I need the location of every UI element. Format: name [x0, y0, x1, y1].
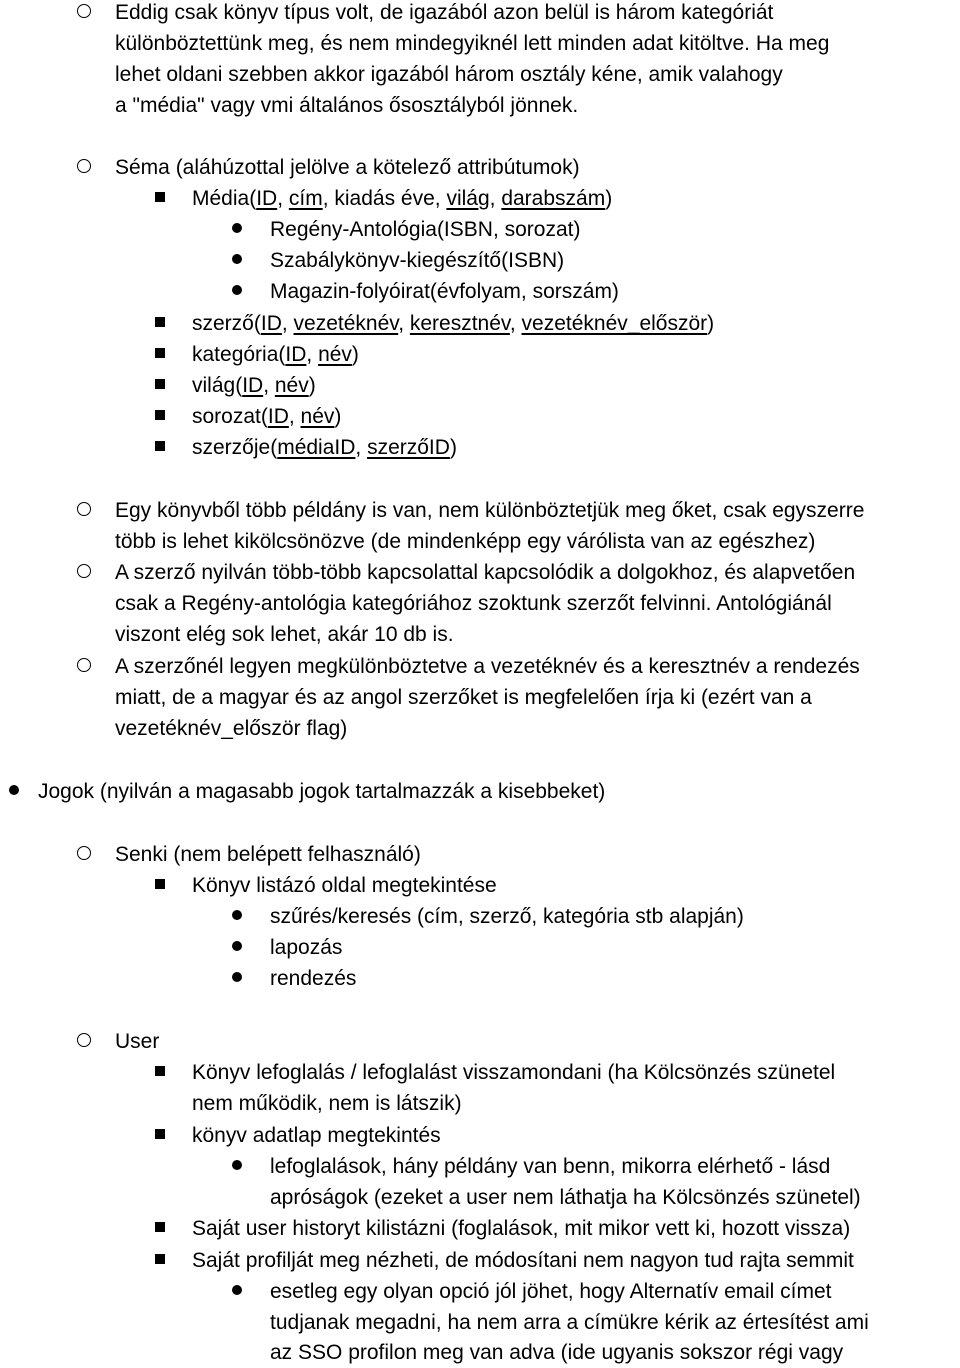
user-subitem: az SSO profilon meg van adva (ide ugyanis sokszor régi vagy: [270, 1341, 844, 1364]
schema-kategoria: kategória(ID, név): [192, 343, 359, 366]
senki-subitem: lapozás: [270, 936, 343, 959]
senki-subitem: rendezés: [270, 967, 357, 990]
text-line-row: [0, 59, 960, 90]
list-item: [0, 432, 960, 463]
schema-sub: Szabálykönyv-kiegészítő(ISBN): [270, 249, 565, 272]
user-subitem: esetleg egy olyan opció jól jöhet, hogy Alternatív email címet: [270, 1280, 832, 1303]
text-line: több is lehet kikölcsönözve (de mindenképp egy várólista van az egészhez): [115, 530, 816, 553]
text-line: miatt, de a magyar és az angol szerzőket is megfelelően írja ki (ezért van a: [115, 686, 812, 709]
square-bullet-icon: [148, 1120, 172, 1151]
square-bullet-icon: [148, 1213, 172, 1244]
dot-bullet-icon: [225, 245, 249, 276]
text-line: különböztettünk meg, és nem mindegyiknél lett minden adat kitöltve. Ha meg: [115, 32, 830, 55]
list-item: [0, 1151, 960, 1182]
list-item: [0, 870, 960, 901]
text-line-row: [0, 619, 960, 650]
square-bullet-icon: [148, 432, 172, 463]
list-item: [0, 0, 960, 28]
text-line: Egy könyvből több példány is van, nem különböztetjük meg őket, csak egyszerre: [115, 499, 865, 522]
list-item: [0, 183, 960, 214]
senki-subitem: szűrés/keresés (cím, szerző, kategória stb alapján): [270, 905, 744, 928]
schema-sorozat: sorozat(ID, név): [192, 405, 342, 428]
user-item: nem működik, nem is látszik): [192, 1092, 462, 1115]
user-item: Könyv lefoglalás / lefoglalást visszamondani (ha Kölcsönzés szünetel: [192, 1061, 836, 1084]
circle-bullet-icon: [72, 495, 96, 526]
text-line-row: [0, 1182, 960, 1213]
circle-bullet-icon: [72, 152, 96, 183]
list-item: [0, 1026, 960, 1057]
schema-szerzoje: szerzője(médiaID, szerzőID): [192, 436, 457, 459]
user-subitem: tudjanak megadni, ha nem arra a címükre kérik az értesítést ami: [270, 1311, 869, 1334]
text-line-row: [0, 90, 960, 121]
list-item: [0, 901, 960, 932]
user-item: Saját profilját meg nézheti, de módosítani nem nagyon tud rajta semmit: [192, 1249, 854, 1272]
dot-bullet-icon: [225, 1151, 249, 1182]
list-item: [0, 152, 960, 183]
list-item: [0, 776, 960, 807]
text-line-row: [0, 713, 960, 744]
text-line-row: [0, 682, 960, 713]
schema-vilag: világ(ID, név): [192, 374, 316, 397]
list-item: [0, 651, 960, 682]
square-bullet-icon: [148, 183, 172, 214]
dot-bullet-icon: [225, 901, 249, 932]
dot-bullet-icon: [225, 932, 249, 963]
text-line-row: [0, 28, 960, 59]
circle-bullet-icon: [72, 0, 96, 28]
list-item: [0, 370, 960, 401]
schema-sub: Magazin-folyóirat(évfolyam, sorszám): [270, 280, 619, 303]
schema-heading: Séma (aláhúzottal jelölve a kötelező attribútumok): [115, 156, 580, 179]
text-line-row: [0, 1337, 960, 1368]
schema-sub: Regény-Antológia(ISBN, sorozat): [270, 218, 581, 241]
square-bullet-icon: [148, 1245, 172, 1276]
square-bullet-icon: [148, 401, 172, 432]
text-line: a "média" vagy vmi általános ősosztályból jönnek.: [115, 94, 579, 117]
list-item: [0, 1245, 960, 1276]
text-line: A szerző nyilván több-több kapcsolattal kapcsolódik a dolgokhoz, és alapvetően: [115, 561, 856, 584]
text-line: csak a Regény-antológia kategóriához szoktunk szerzőt felvinni. Antológiánál: [115, 592, 832, 615]
circle-bullet-icon: [72, 557, 96, 588]
list-item: [0, 401, 960, 432]
list-item: [0, 1213, 960, 1244]
list-item: [0, 495, 960, 526]
senki-item: Könyv listázó oldal megtekintése: [192, 874, 497, 897]
text-line: viszont elég sok lehet, akár 10 db is.: [115, 623, 454, 646]
text-line: lehet oldani szebben akkor igazából három osztály kéne, amik valahogy: [115, 63, 783, 86]
circle-bullet-icon: [72, 651, 96, 682]
jogok-heading: Jogok (nyilván a magasabb jogok tartalmazzák a kisebbeket): [38, 780, 606, 803]
text-line-row: [0, 1307, 960, 1338]
list-item: [0, 932, 960, 963]
user-heading: User: [115, 1030, 160, 1053]
square-bullet-icon: [148, 370, 172, 401]
schema-szerzo: szerző(ID, vezetéknév, keresztnév, vezetéknév_először): [192, 312, 715, 335]
user-subitem: lefoglalások, hány példány van benn, mikorra elérhető - lásd: [270, 1155, 831, 1178]
square-bullet-icon: [148, 339, 172, 370]
user-item: Saját user historyt kilistázni (foglalások, mit mikor vett ki, hozott vissza): [192, 1217, 851, 1240]
dot-bullet-icon: [225, 214, 249, 245]
senki-heading: Senki (nem belépett felhasználó): [115, 843, 421, 866]
square-bullet-icon: [148, 1057, 172, 1088]
list-item: [0, 963, 960, 994]
text-line: A szerzőnél legyen megkülönböztetve a vezetéknév és a keresztnév a rendezés: [115, 655, 860, 678]
list-item: [0, 1120, 960, 1151]
schema-media: Média(ID, cím, kiadás éve, világ, darabszám): [192, 187, 613, 210]
list-item: [0, 245, 960, 276]
text-line-row: [0, 526, 960, 557]
user-subitem: apróságok (ezeket a user nem láthatja ha Kölcsönzés szünetel): [270, 1186, 861, 1209]
list-item: [0, 276, 960, 307]
circle-bullet-icon: [72, 839, 96, 870]
list-item: [0, 339, 960, 370]
square-bullet-icon: [148, 870, 172, 901]
text-line: Eddig csak könyv típus volt, de igazából azon belül is három kategóriát: [115, 1, 774, 24]
list-item: [0, 557, 960, 588]
circle-bullet-icon: [72, 1026, 96, 1057]
dot-bullet-icon: [2, 776, 26, 807]
square-bullet-icon: [148, 308, 172, 339]
list-item: [0, 839, 960, 870]
list-item: [0, 308, 960, 339]
list-item: [0, 214, 960, 245]
dot-bullet-icon: [225, 1276, 249, 1307]
user-item: könyv adatlap megtekintés: [192, 1124, 441, 1147]
dot-bullet-icon: [225, 963, 249, 994]
text-line-row: [0, 588, 960, 619]
text-line: vezetéknév_először flag): [115, 717, 348, 740]
list-item: [0, 1057, 960, 1088]
list-item: [0, 1276, 960, 1307]
dot-bullet-icon: [225, 276, 249, 307]
text-line-row: [0, 1088, 960, 1119]
